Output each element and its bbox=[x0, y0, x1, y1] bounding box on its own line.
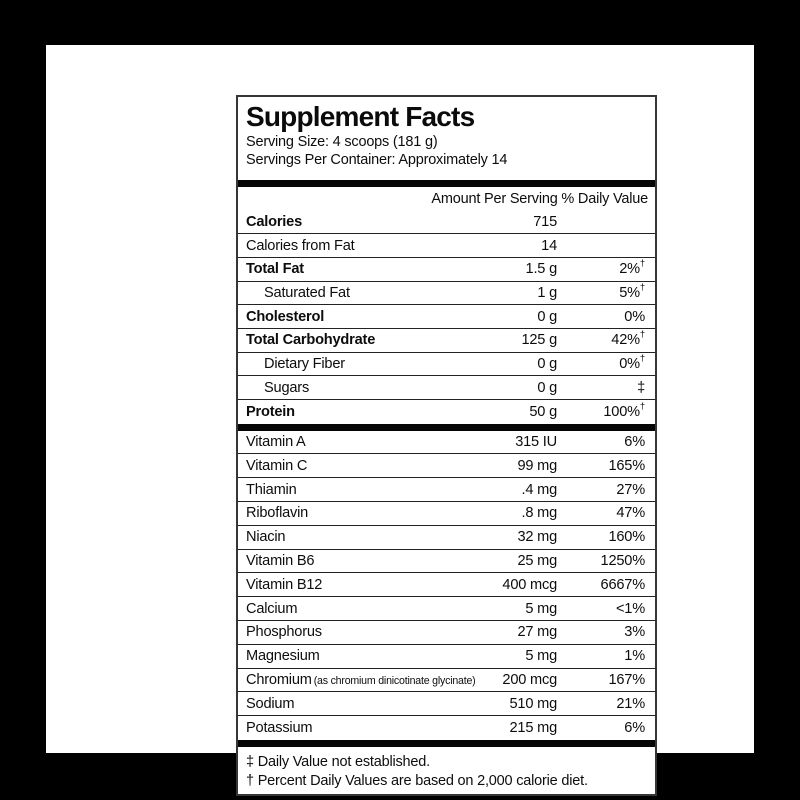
section-divider-middle bbox=[238, 424, 655, 431]
daily-value-percent: 3% bbox=[624, 624, 645, 641]
amount-per-serving-value: 5 mg bbox=[525, 600, 557, 617]
label-backdrop bbox=[46, 45, 754, 790]
amount-per-serving-value: 32 mg bbox=[517, 529, 557, 546]
footnote-line: † Percent Daily Values are based on 2,000 calorie diet. bbox=[246, 773, 588, 790]
dagger-mark: † bbox=[639, 400, 645, 412]
nutrient-name: Sugars bbox=[264, 379, 310, 396]
nutrient-row bbox=[238, 692, 655, 716]
amount-per-serving-value: 400 mcg bbox=[502, 576, 557, 593]
dagger-mark: † bbox=[639, 282, 645, 294]
nutrient-row bbox=[238, 454, 655, 478]
nutrient-name: Calcium bbox=[246, 600, 298, 617]
footnote-line: ‡ Daily Value not established. bbox=[246, 754, 430, 771]
nutrient-name: Calories bbox=[246, 213, 302, 230]
amount-per-serving-value: 315 IU bbox=[515, 434, 557, 451]
nutrient-name-note: (as chromium dinicotinate glycinate) bbox=[313, 675, 476, 688]
daily-value-percent: 5%† bbox=[619, 282, 645, 301]
daily-value-percent: ‡ bbox=[637, 379, 645, 396]
daily-value-percent: 165% bbox=[608, 457, 645, 474]
nutrient-row bbox=[238, 669, 655, 693]
nutrient-row bbox=[238, 431, 655, 455]
nutrient-name: Saturated Fat bbox=[264, 284, 350, 301]
panel-header bbox=[238, 97, 655, 169]
amount-per-serving-value: 1.5 g bbox=[525, 261, 557, 278]
amount-per-serving-value: .4 mg bbox=[521, 481, 557, 498]
nutrient-name: Total Fat bbox=[246, 261, 304, 278]
daily-value-percent: 6% bbox=[624, 434, 645, 451]
nutrient-name: Niacin bbox=[246, 529, 286, 546]
amount-per-serving-value: 0 g bbox=[537, 308, 557, 325]
nutrient-row bbox=[238, 478, 655, 502]
serving-size-text: Serving Size: 4 scoops (181 g) bbox=[246, 134, 438, 150]
amount-per-serving-value: 715 bbox=[533, 213, 557, 230]
nutrient-name: Chromium (as chromium dinicotinate glycinate) bbox=[246, 672, 476, 689]
amount-per-serving-value: 200 mcg bbox=[502, 672, 557, 689]
amount-per-serving-value: 27 mg bbox=[517, 624, 557, 641]
daily-value-percent: 1% bbox=[624, 648, 645, 665]
daily-value-percent: <1% bbox=[615, 600, 645, 617]
nutrient-row bbox=[238, 645, 655, 669]
amount-per-serving-value: 99 mg bbox=[517, 457, 557, 474]
footnotes bbox=[238, 747, 655, 791]
daily-value-percent: 160% bbox=[608, 529, 645, 546]
amount-per-serving-value: 25 mg bbox=[517, 553, 557, 570]
nutrient-row bbox=[238, 211, 655, 235]
nutrient-name: Sodium bbox=[246, 695, 295, 712]
amount-per-serving-value: 510 mg bbox=[509, 695, 557, 712]
nutrient-name: Potassium bbox=[246, 720, 313, 737]
nutrient-name: Protein bbox=[246, 403, 295, 420]
daily-value-percent: 100%† bbox=[603, 400, 645, 420]
nutrient-name: Dietary Fiber bbox=[264, 355, 345, 372]
nutrient-row bbox=[238, 258, 655, 282]
nutrient-name: Riboflavin bbox=[246, 505, 309, 522]
nutrient-name: Vitamin B12 bbox=[246, 576, 323, 593]
nutrient-row bbox=[238, 716, 655, 740]
nutrient-name: Thiamin bbox=[246, 481, 297, 498]
section-divider-bottom bbox=[238, 740, 655, 747]
nutrient-row bbox=[238, 502, 655, 526]
servings-per-container-text: Servings Per Container: Approximately 14 bbox=[246, 152, 508, 168]
macronutrient-table bbox=[238, 211, 655, 424]
nutrient-name: Magnesium bbox=[246, 648, 320, 665]
nutrient-row bbox=[238, 329, 655, 353]
amount-per-serving-value: 1 g bbox=[537, 284, 557, 301]
nutrient-row bbox=[238, 234, 655, 258]
nutrient-row bbox=[238, 400, 655, 424]
nutrient-name: Vitamin C bbox=[246, 457, 308, 474]
supplement-facts-panel bbox=[236, 95, 657, 796]
daily-value-percent: 21% bbox=[616, 695, 645, 712]
dagger-mark: † bbox=[639, 353, 645, 365]
daily-value-percent: 2%† bbox=[619, 258, 645, 278]
daily-value-percent: 42%† bbox=[611, 329, 645, 349]
nutrient-name: Total Carbohydrate bbox=[246, 332, 376, 349]
nutrient-name: Vitamin A bbox=[246, 434, 306, 451]
daily-value-percent: 47% bbox=[616, 505, 645, 522]
nutrient-row bbox=[238, 621, 655, 645]
amount-per-serving-value: 0 g bbox=[537, 355, 557, 372]
amount-per-serving-value: 50 g bbox=[529, 403, 557, 420]
nutrient-row bbox=[238, 597, 655, 621]
daily-value-percent: 1250% bbox=[600, 553, 645, 570]
nutrient-row bbox=[238, 305, 655, 329]
nutrient-name: Cholesterol bbox=[246, 308, 325, 325]
panel-title: Supplement Facts bbox=[246, 101, 475, 132]
nutrient-row bbox=[238, 526, 655, 550]
nutrient-row bbox=[238, 376, 655, 400]
nutrient-row bbox=[238, 282, 655, 306]
amount-per-serving-value: 14 bbox=[541, 237, 557, 254]
amount-per-serving-value: 0 g bbox=[537, 379, 557, 396]
daily-value-percent: 0%† bbox=[619, 353, 645, 372]
nutrient-name: Vitamin B6 bbox=[246, 553, 315, 570]
daily-value-percent: 167% bbox=[608, 672, 645, 689]
nutrient-row bbox=[238, 573, 655, 597]
daily-value-percent: 6667% bbox=[600, 576, 645, 593]
daily-value-percent: 0% bbox=[624, 308, 645, 325]
nutrient-row bbox=[238, 353, 655, 377]
amount-per-serving-value: 125 g bbox=[521, 332, 557, 349]
micronutrient-table bbox=[238, 431, 655, 740]
column-header: Amount Per Serving % Daily Value bbox=[431, 191, 648, 207]
nutrient-name: Calories from Fat bbox=[246, 237, 355, 254]
daily-value-percent: 6% bbox=[624, 720, 645, 737]
amount-per-serving-value: 5 mg bbox=[525, 648, 557, 665]
nutrient-row bbox=[238, 550, 655, 574]
section-divider-top bbox=[238, 180, 655, 187]
daily-value-percent: 27% bbox=[616, 481, 645, 498]
dagger-mark: † bbox=[639, 258, 645, 270]
amount-per-serving-value: 215 mg bbox=[509, 720, 557, 737]
amount-per-serving-value: .8 mg bbox=[521, 505, 557, 522]
dagger-mark: † bbox=[639, 329, 645, 341]
nutrient-name: Phosphorus bbox=[246, 624, 322, 641]
